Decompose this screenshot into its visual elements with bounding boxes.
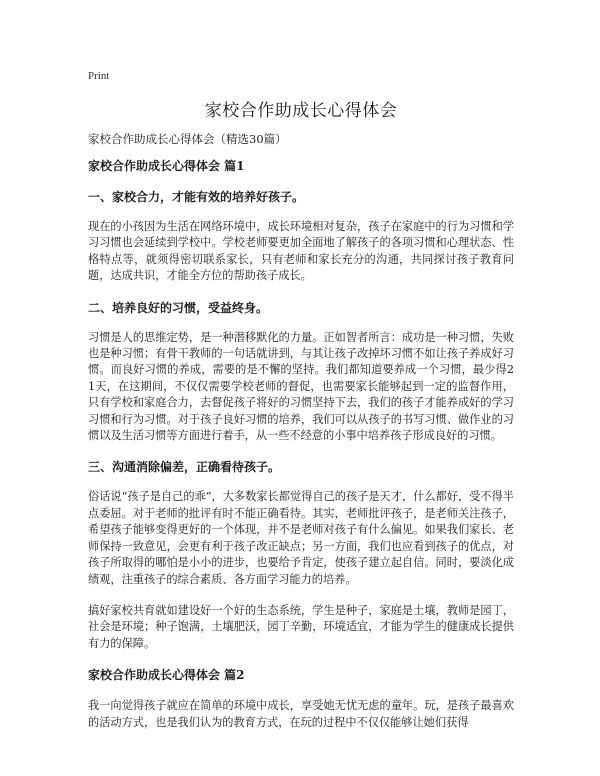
point-2-heading: 二、培养良好的习惯，受益终身。 [88, 300, 269, 315]
article-2-paragraph: 我一向觉得孩子就应在简单的环境中成长，享受她无忧无虑的童年。玩，是孩子最喜欢的活动方式，也是我们认为的教育方式，在玩的过程中不仅仅能够让她们获得 [88, 699, 514, 729]
article-2-heading: 家校合作助成长心得体会 篇2 [88, 668, 245, 683]
point-3-paragraph: 俗话说“孩子是自己的乖”，大多数家长都觉得自己的孩子是天才，什么都好，受不得半点委屈。对于老师的批评有时不能正确看待。其实，老师批评孩子，是老师关注孩子，希望孩子能够变得更好的一个体现，并不是老师对孩子有什么偏见。如果我们家长、老师保持一致意见，会更有利于孩子改正缺点；另一方面，我们也应看到孩子的优点，对孩子所取得的哪怕是小小的进步，也要给予肯定，使孩子建立起自信。同时，要淡化成绩观，注重孩子的综合素质、各方面学习能力的培养。 [88, 490, 514, 586]
point-1-heading: 一、家校合力，才能有效的培养好孩子。 [88, 190, 305, 204]
document-title: 家校合作助成长心得体会 [204, 101, 398, 121]
closing-paragraph: 搞好家校共育就如建设好一个好的生态系统，学生是种子，家庭是土壤，教师是园丁，社会是环境；种子饱满，土壤肥沃，园丁辛勤，环境适宜，才能为学生的健康成长提供有力的保障。 [88, 603, 514, 650]
document-subtitle: 家校合作助成长心得体会（精选30篇） [88, 132, 287, 146]
point-3-heading: 三、沟通消除偏差，正确看待孩子。 [88, 460, 281, 475]
point-1-paragraph: 现在的小孩因为生活在网络环境中，成长环境相对复杂，孩子在家庭中的行为习惯和学习习惯也会延续到学校中。学校老师要更加全面地了解孩子的各项习惯和心理状态、性格特点等，就须得密切联系家长，只有老师和家长充分的沟通，共同探讨孩子教育问题，达成共识，才能全方位的帮助孩子成长。 [88, 220, 514, 283]
document-content [88, 158, 514, 746]
point-2-paragraph: 习惯是人的思维定势，是一种潜移默化的力量。正如智者所言：成功是一种习惯，失败也是种习惯；有骨干教师的一句话就讲到，与其让孩子改掉坏习惯不如让孩子养成好习惯。而良好习惯的养成，需要的是不懈的坚持。我们都知道要养成一个习惯，最少得21天，在这期间，不仅仅需要学校老师的督促，也需要家长能够起到一定的监督作用，只有学校和家庭合力，去督促孩子将好的习惯坚持下去，我们的孩子才能养成好的学习习惯和行为习惯。对于孩子良好习惯的培养，我们可以从孩子的书写习惯、做作业的习惯以及生活习惯等方面进行着手，从一些不经意的小事中培养孩子形成良好的习惯。 [88, 330, 514, 443]
print-label: Print [88, 70, 110, 82]
article-1-heading: 家校合作助成长心得体会 篇1 [88, 159, 245, 173]
